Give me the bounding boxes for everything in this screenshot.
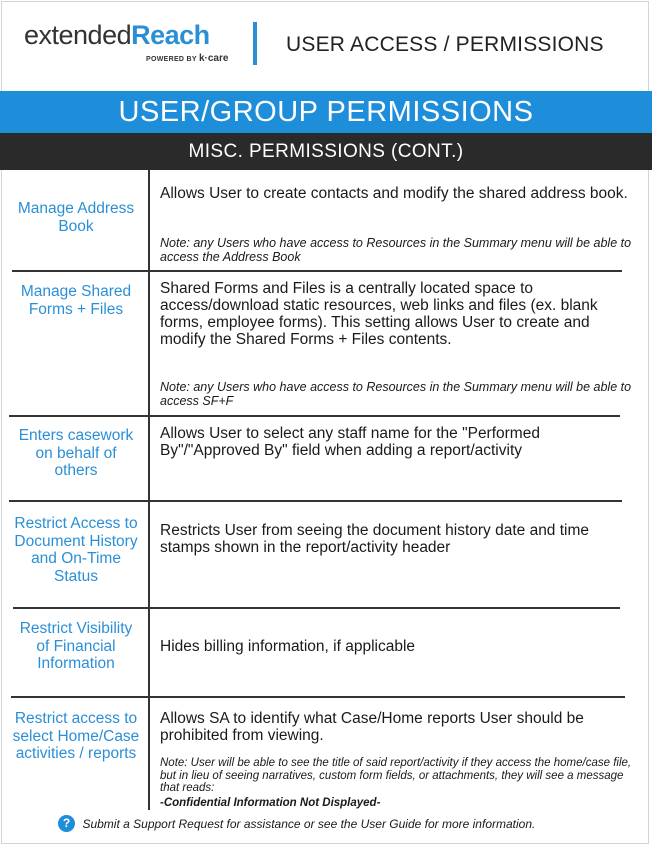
permission-note: Note: User will be able to see the title of said report/activity if they access the home/case file, but in lieu of seeing narratives, custom form fields, or attachments, they will see a message that reads: [160,757,632,794]
permission-label: Restrict access to select Home/Case activities / reports [12,710,140,762]
permission-note: Note: any Users who have access to Resources in the Summary menu will be able to access the Address Book [160,236,632,264]
page-header [0,0,652,90]
permission-label: Manage Address Book [17,200,135,235]
column-divider [148,170,150,810]
permission-description: Hides billing information, if applicable [160,638,416,655]
permission-label: Restrict Access to Document History and On-Time Status [14,515,138,585]
permission-label: Enters casework on behalf of others [18,427,134,479]
section-banner: USER/GROUP PERMISSIONS [0,91,652,133]
footer-help-text: Submit a Support Request for assistance or see the User Guide for more information. [82,816,536,831]
extendedreach-logo [24,20,229,64]
permission-description: Restricts User from seeing the document history date and time stamps shown in the report/activity header [160,522,590,556]
row-divider [9,415,620,417]
permission-description: Shared Forms and Files is a centrally located space to access/download static resources, web links and files (ex. blank forms, employee forms). This setting allows User to create and modify the Shared Forms + Files contents. [160,280,598,348]
row-divider [11,696,625,698]
header-divider [253,22,257,65]
confidential-message: -Confidential Information Not Displayed- [160,797,381,809]
permission-note: Note: any Users who have access to Resources in the Summary menu will be able to access SF+F [160,380,632,408]
subsection-banner: MISC. PERMISSIONS (CONT.) [0,133,652,170]
permission-description: Allows User to select any staff name for the "Performed By"/"Approved By" field when adding a report/activity [160,425,540,459]
row-divider [13,607,620,609]
permission-label: Manage Shared Forms + Files [20,283,132,318]
logo-text-bold: Reach [131,20,210,50]
row-divider [12,270,622,272]
help-icon[interactable]: ? [58,815,75,832]
row-divider [9,500,622,502]
permission-description: Allows User to create contacts and modify the shared address book. [160,185,628,202]
permission-label: Restrict Visibility of Financial Information [19,620,133,672]
page-title: USER ACCESS / PERMISSIONS [286,33,604,56]
kcare-brand: k·care [198,53,229,64]
logo-text-light: extended [24,20,132,50]
permission-description: Allows SA to identify what Case/Home reports User should be prohibited from viewing. [160,710,584,744]
logo-tagline [146,53,228,64]
page-footer [58,815,535,833]
logo-tagline-prefix: POWERED BY [146,56,197,63]
